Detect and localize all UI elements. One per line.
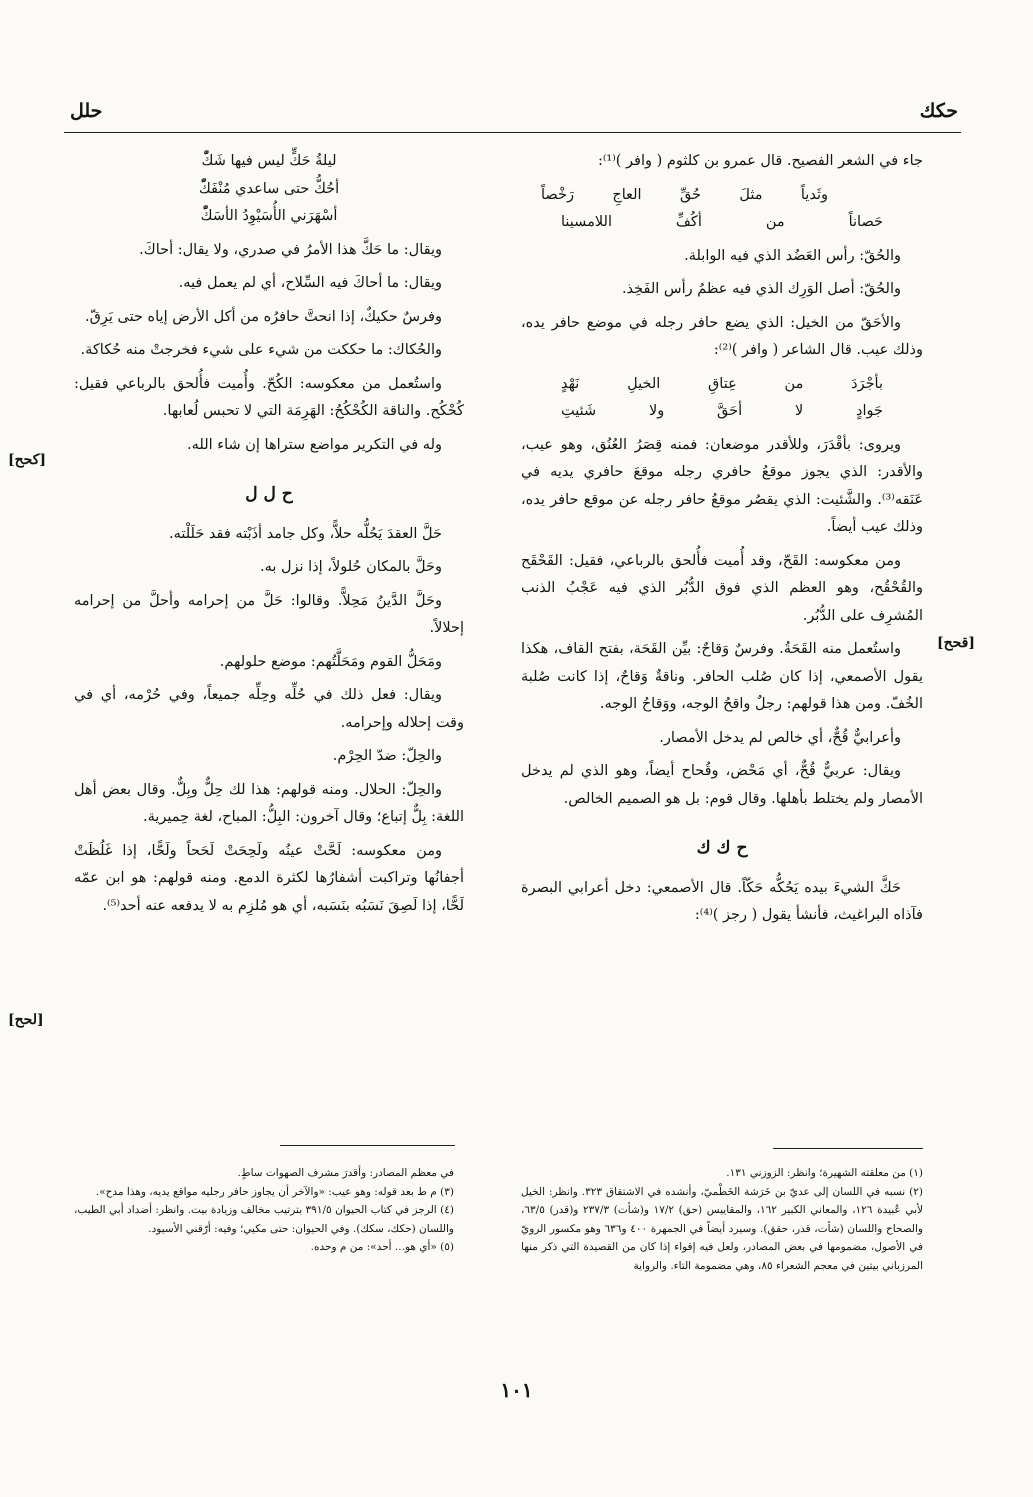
verse-line: حَصاناً من أكُفِّ اللامسينا (561, 214, 883, 230)
footnote: (١) من معلقته الشهيرة؛ وانظر: الزوزني ١٣١. (726, 1167, 923, 1179)
paragraph: ويروى: بأقْدَرَ، وللأقدر موضعان: فمنه قِصَرُ العُنُق، وهو عيب، والأقدر: الذي يجوز موقعُ حافري رجله موقعَ حافري يديه في عَنَقه⁽³⁾. والشَّئيت: الذي يقصُر موقعُ حافر رجله عن موقع حافر يده، وذلك عيب أيضاً. (521, 436, 923, 535)
verse-line: أسْهَرَني الأُسَيْوِدُ الأسَكّْ (200, 208, 338, 224)
verse-block (521, 371, 923, 426)
header-rule (64, 132, 961, 133)
margin-root-tag: [كحح] (8, 452, 46, 468)
paragraph: ويقال: عربيٌّ قُحٌّ، أي مَحْض، وقُحاح أيضاً، وهو الذي لم يدخل الأمصار ولم يختلط بأهلها. وقال قوم: بل هو الصميم الخالص. (521, 763, 923, 807)
verse-block (74, 148, 464, 231)
paragraph: حَلَّ العقدَ يَحُلُّه حلاًّ، وكل جامد أذَبْته فقد حَلَلْته. (169, 525, 442, 542)
paragraph: حَكَّ الشيءَ بيده يَحُكُّه حَكّاً. قال الأصمعي: دخل أعرابي البصرة فآذاه البراغيث، فأنشأ يقول ( رجز )⁽⁴⁾: (521, 879, 923, 923)
footnote-rule (280, 1145, 455, 1146)
paragraph: وفرسٌ حكيكٌ، إذا انحتَّ حافرُه من أكل الأرض إياه حتى يَرِقّ. (84, 308, 442, 325)
verse-line: بأجْرَدَ من عِتاقِ الخيلِ نَهْدٍ (561, 375, 883, 392)
left-column (74, 148, 464, 926)
paragraph: واستُعمل من معكوسه: الكُحّ. وأُميت فأُلحق بالرباعي فقيل: كُحْكُح. والناقة الكُحْكُحُ: الهَرِمَة التي لا تحبس لُعابها. (74, 375, 464, 419)
verse-block (521, 182, 923, 237)
footnote: (٣) م ط بعد قوله: وهو عيب: «والآخر أن يجاوز حافر رجليه مواقع يديه، وهذا مدح». (95, 1185, 454, 1198)
footnote: (٢) نسبه في اللسان إلى عديّ بن خَرَشة الخَطْميّ، وأنشده في الاشتقاق ٣٢٣. وانظر: الخيل لأبي عُبيدة ١٢٦، والمعاني الكبير ١٦٢، والمقاييس (حق) ١٧/٢ و(شأت) ٢٣٧/٣ و(قدر) ٦٣/٥، والصحاح واللسان (شأت، قدر، حقق). وسيرد أيضاً في الجمهرة ٤٠٠ و٦٣٦ وهو مكسور الرويّ في الأصول، مضمومها في بعض المصادر، ولعل فيه إقواء إذا كان من القصيدة التي ذكر منها المرزباني بيتين في معجم الشعراء ٨٥، وهي مضمومة التاء. والرواية (521, 1185, 923, 1272)
paragraph: ومن معكوسه: القَحّ، وقد أُميت فأُلحق بالرباعي، فقيل: القَحْقَح والقُحْقُح، وهو العظم الذي فوق الدُّبُر الذي فيه عَجْبُ الذنب المُشرِف على الدُّبُر. (521, 552, 923, 624)
verse-line: جَوادٍ لا أحَقَّ ولا شَئيتِ (561, 403, 883, 419)
paragraph: والحُكاك: ما حككت من شيء على شيء فخرجتْ منه حُكاكة. (80, 342, 442, 358)
paragraph: والحُقّ: رأس العَضُد الذي فيه الوابلة. (684, 247, 901, 264)
paragraph: ويقال: ما أحاكَ فيه السِّلاح، أي لم يعمل فيه. (178, 275, 442, 291)
verse-line: ليلةُ حَكٍّ ليس فيها شَكّْ (201, 153, 337, 169)
section-heading: ح ك ك (696, 838, 748, 858)
paragraph: والحُقّ: أصل الوَرِك الذي فيه عظمُ رأس الفَخِذ. (621, 281, 901, 297)
running-head-left: حلل (70, 100, 103, 122)
running-head-right: حكك (919, 100, 958, 122)
section-heading: ح ل ل (245, 484, 293, 504)
footnote-rule (773, 1148, 923, 1149)
paragraph: واستُعمل منه القَحَةُ. وفرسٌ وَقاحٌ: بيِّن القَحَة، بفتح القاف، هكذا يقول الأصمعي، إذا كان صُلب الحافر. وناقةٌ وَقاحٌ، إذا كانت صُلبة الخُفّ. ومن هذا قولهم: رجلٌ واقحُ الوجه، ووَقاحُ الوجه. (521, 641, 923, 712)
footnotes-left (74, 1164, 454, 1257)
verse-line: أحُكُّ حتى ساعدي مُنْفَكّْ (198, 180, 340, 197)
right-column (521, 148, 923, 936)
page-number: ١٠١ (500, 1378, 533, 1402)
paragraph: والحِلّ: ضدّ الحِرْم. (332, 748, 442, 764)
paragraph: ويقال: ما حَكَّ هذا الأمرُ في صدري، ولا يقال: أحاكَ. (139, 241, 442, 258)
paragraph: والحِلّ: الحلال. ومنه قولهم: هذا لك حِلٌّ وبِلٌّ. وقال بعض أهل اللغة: بِلٌّ إتباع؛ وقال آخرون: البِلُّ: المباح، لغة حِميرية. (74, 781, 464, 825)
paragraph: وحَلَّ الدَّينُ مَحِلاًّ. وقالوا: حَلَّ من إحرامه وأحلَّ من إحرامه إحلالاً. (74, 592, 464, 636)
footnote: (٤) الرجز في كتاب الحيوان ٣٩١/٥ بترتيب مخالف وزيادة بيت. وانظر: أضداد أبي الطيب، واللسان (حكك، سكك). وفي الحيوان: حتى مكيي؛ وفيه: أرّقني الأسيود. (74, 1204, 454, 1235)
paragraph: جاء في الشعر الفصيح. قال عمرو بن كلثوم ( وافر )⁽¹⁾: (597, 153, 923, 169)
verse-line: وثَدياً مثلَ حُقِّ العاجِ رَخْصاً (541, 186, 828, 203)
paragraph: وأعرابيٌّ قُحٌّ، أي خالص لم يدخل الأمصار. (659, 729, 901, 746)
paragraph: وله في التكرير مواضع ستراها إن شاء الله. (187, 436, 442, 453)
paragraph: ومَحَلُّ القوم ومَحَلَّتُهم: موضع حلولهم. (219, 653, 442, 670)
margin-root-tag: [قحح] (936, 635, 975, 651)
paragraph: ومن معكوسه: لَحَّتْ عينُه ولَحِحَتْ لَحَحاً ولَحًّا، إذا غَلُظَتْ أجفانُها وتراكبت أشفارُها لكثرة الدمع. ومنه قولهم: هو ابن عمّه لَحًّا، إذا لَصِقَ نَسَبُه بنَسَبه، أي هو مُلزِم به لا يدفعه عنه أحد⁽⁵⁾. (74, 842, 464, 914)
footnote: في معظم المصادر: وأقدرَ مشرف الصهوات ساطٍ. (237, 1167, 454, 1179)
margin-root-tag: [لحح] (8, 1012, 44, 1028)
paragraph: والأحَقّ من الخيل: الذي يضع حافر رجله في موضع حافر يده، وذلك عيب. قال الشاعر ( وافر )⁽²⁾: (521, 314, 923, 358)
footnote: (٥) «أي هو... أحد»: من م وحده. (310, 1241, 454, 1253)
paragraph: وحَلَّ بالمكان حُلولاً، إذا نزل به. (259, 559, 442, 575)
paragraph: ويقال: فعل ذلك في حُلِّه وحِلِّه جميعاً، وفي حُرْمه، أي في وقت إحلاله وإحرامه. (74, 687, 464, 731)
footnotes-right (521, 1164, 923, 1275)
